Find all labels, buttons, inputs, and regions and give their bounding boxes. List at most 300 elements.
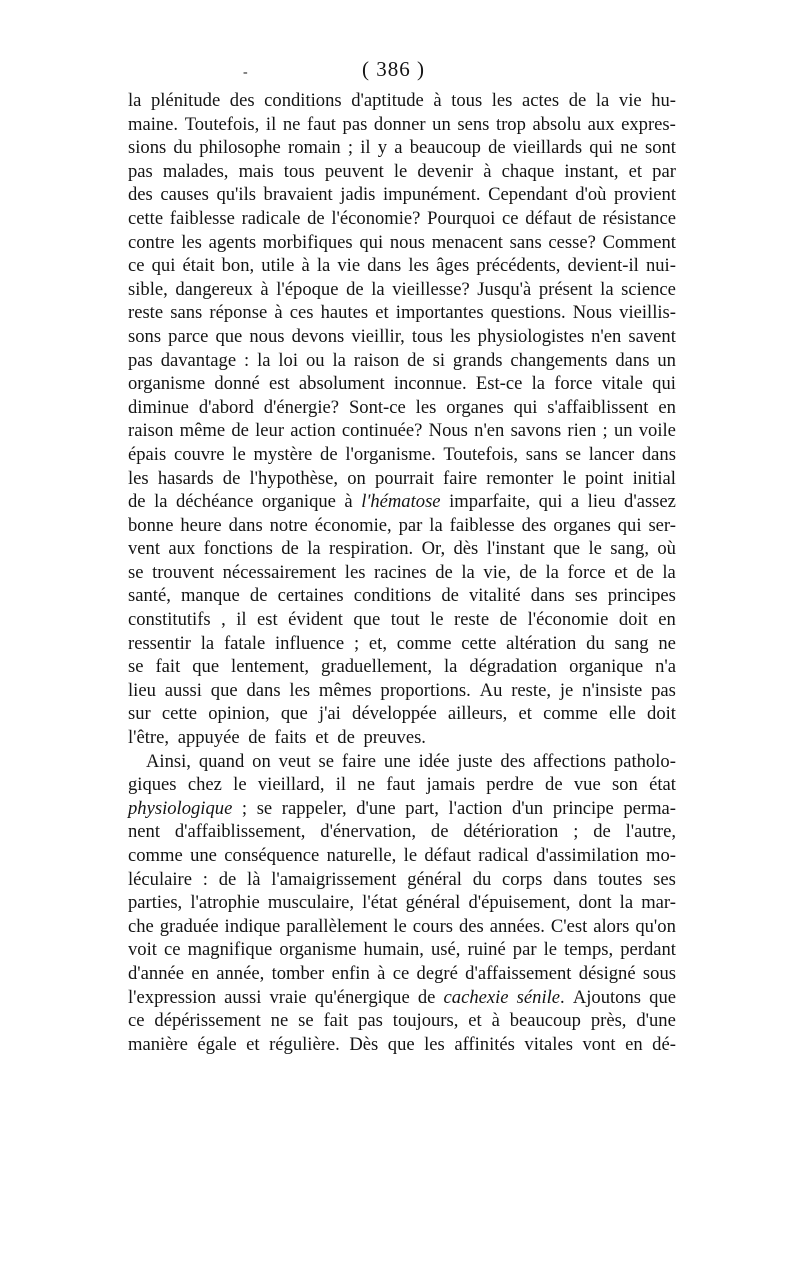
word: ressentir [128, 632, 191, 654]
word: nui- [645, 255, 676, 277]
word: où [657, 538, 676, 560]
word: contre [128, 231, 175, 253]
word: Cependant [488, 184, 568, 206]
text-line [128, 797, 676, 821]
word: Nous [572, 302, 613, 324]
word: romain [288, 137, 341, 159]
word: juste [457, 750, 493, 772]
word: dans [228, 514, 263, 536]
word: de [430, 821, 449, 843]
word: il [265, 113, 277, 135]
word: n'a [655, 656, 676, 678]
word: , [221, 609, 226, 631]
word: opinion, [208, 703, 270, 725]
text-line [128, 231, 676, 255]
word: se [298, 1010, 314, 1032]
word: chez [187, 774, 222, 796]
word: diminue [128, 396, 189, 418]
word: le [393, 915, 407, 937]
word: fait [323, 1010, 349, 1032]
word: Toutefois, [443, 443, 518, 465]
word: organique [569, 656, 644, 678]
text-line [128, 868, 676, 892]
word: comme [128, 845, 183, 866]
word: ; [602, 420, 608, 442]
text-line [128, 938, 676, 962]
word: la [531, 373, 545, 395]
word: n'insiste [582, 679, 643, 701]
word: che [128, 915, 154, 937]
word: de [337, 727, 355, 749]
word: de [488, 137, 506, 159]
word: régulière. [269, 1033, 340, 1055]
word: respiration. [329, 538, 414, 560]
word: dont [578, 892, 612, 914]
word: affinités [454, 1033, 515, 1055]
word: que [210, 679, 238, 701]
word: qui [359, 231, 384, 253]
word: notre [269, 514, 308, 536]
word: si [432, 349, 445, 371]
word: près, [590, 1010, 627, 1032]
word: graduellement, [320, 656, 432, 678]
word: nous [249, 325, 285, 347]
word: à [301, 255, 310, 277]
word: altération [506, 632, 577, 654]
word: et [628, 160, 643, 182]
word: résistance [602, 207, 676, 229]
word: principes [607, 585, 676, 607]
word: réponse [209, 302, 268, 324]
word: les [449, 325, 471, 347]
word: d'une [636, 1010, 676, 1032]
word: précédents, [476, 255, 561, 277]
word: dangereux [175, 278, 253, 300]
word: graduée [159, 915, 219, 937]
word: enfin [331, 962, 370, 984]
text-line [128, 726, 676, 750]
word: principe [552, 797, 614, 819]
word: chaque [501, 160, 555, 182]
word: Au [479, 679, 503, 701]
word: sang [614, 632, 649, 654]
word: ; [573, 821, 579, 843]
word: sans [509, 231, 542, 253]
header-mark: - [243, 65, 248, 80]
word: d'année [128, 962, 184, 984]
word: santé, [128, 585, 171, 607]
word: dès [453, 538, 479, 560]
word: la [429, 514, 443, 536]
word: raison [128, 420, 174, 442]
word: pas [128, 160, 153, 182]
word: la [371, 278, 385, 300]
word: de [441, 585, 459, 607]
word: dé- [652, 1033, 676, 1055]
word: organes [553, 514, 611, 536]
text-line [128, 891, 676, 915]
text-line [128, 608, 676, 632]
word: inconnue. [393, 373, 467, 395]
word: par [398, 514, 423, 536]
word: radical [478, 845, 529, 866]
word: de [499, 609, 518, 631]
word: un [432, 113, 451, 135]
word: état [649, 774, 676, 796]
word: d'où [575, 184, 607, 206]
word: reste, [511, 679, 551, 701]
text-line [128, 396, 676, 420]
word: point [585, 467, 624, 489]
word: les [491, 90, 513, 111]
word: proportions. [380, 679, 471, 701]
word: comme [396, 632, 452, 654]
word: conditions [353, 585, 432, 607]
word: général [407, 868, 462, 890]
word: sont [644, 137, 676, 159]
word: toujours, [392, 1010, 459, 1032]
word: les [344, 561, 366, 583]
word: beaucoup [409, 137, 481, 159]
word: la [307, 538, 321, 560]
word: désigné [578, 962, 636, 984]
word: et [246, 1033, 260, 1055]
word: ailleurs, [447, 703, 508, 725]
word: Comment [602, 231, 676, 253]
text-line [128, 207, 676, 231]
word: couvre [173, 443, 225, 465]
word: à [491, 1010, 500, 1032]
word: ; [241, 797, 248, 819]
word: ce [164, 939, 181, 961]
word: d'assimilation [536, 845, 639, 866]
page-number: ( 386 ) [362, 57, 425, 81]
word: que [553, 538, 581, 560]
word: cette [161, 703, 198, 725]
word: radicale [241, 207, 301, 229]
word: affections [533, 750, 607, 772]
word: savent [628, 325, 676, 347]
word: sons [128, 325, 162, 347]
word: en [191, 962, 209, 984]
word: nécessairement [222, 561, 337, 583]
word: dépérissement [154, 1010, 261, 1032]
word: la [154, 491, 168, 513]
word: développée [352, 703, 437, 725]
word: et [518, 703, 532, 725]
word: que [192, 656, 220, 678]
word: raison [353, 349, 400, 371]
word: d'un [511, 797, 544, 819]
word: absolu [532, 113, 582, 135]
word: action [290, 420, 336, 442]
word: année, [216, 962, 265, 984]
word: les [424, 1033, 445, 1055]
word: cours [412, 915, 454, 937]
word: une [190, 845, 217, 866]
word: sible, [128, 278, 168, 300]
word: voit [128, 939, 157, 961]
word: de [281, 538, 299, 560]
word: aux [587, 113, 615, 135]
word: à [483, 160, 492, 182]
word: qui [652, 373, 676, 395]
text-line [128, 514, 676, 538]
word: ne [658, 632, 676, 654]
word: perdant [620, 939, 676, 961]
word: hasards [157, 467, 214, 489]
word: de [636, 561, 654, 583]
word: est [269, 373, 290, 395]
word: en [625, 1033, 643, 1055]
text-line [128, 419, 676, 443]
word: tomber [271, 962, 325, 984]
word: vie [618, 90, 642, 111]
word: alors [593, 915, 630, 937]
word: pas [342, 113, 368, 135]
word: ; [347, 137, 354, 159]
text-line [128, 679, 676, 703]
word: défaut [525, 207, 572, 229]
word: donné [214, 373, 260, 395]
word: voile [638, 420, 676, 442]
word: s'affaiblissent [547, 396, 649, 418]
body-text [128, 89, 676, 1056]
word: force [554, 373, 593, 395]
word: sénile. [516, 986, 565, 1008]
word: philosophe [199, 137, 281, 159]
word: à [344, 491, 353, 513]
word: tous [451, 90, 483, 111]
word: causes [160, 184, 209, 206]
word: tout [390, 609, 420, 631]
word: n'en [474, 420, 505, 442]
word: et, [368, 632, 387, 654]
word: à [377, 962, 386, 984]
text-line [128, 773, 676, 797]
word: fait [155, 656, 181, 678]
word: trouvent [152, 561, 215, 583]
word: Or, [421, 538, 446, 560]
word: que [215, 325, 243, 347]
word: la [128, 90, 142, 111]
word: de [568, 90, 587, 111]
word: remonter [486, 467, 554, 489]
word: ce [128, 1010, 145, 1032]
text-line [128, 1009, 676, 1033]
word: cesse? [548, 231, 596, 253]
word: trop [495, 113, 526, 135]
word: qui [589, 137, 614, 159]
word: peuvent [324, 160, 384, 182]
word: jadis [340, 184, 376, 206]
word: bonne [128, 514, 174, 536]
word: faiblesse [449, 514, 515, 536]
word: vieillis- [619, 302, 676, 324]
word: on [252, 750, 271, 772]
word: de [249, 585, 268, 607]
word: elle [609, 703, 636, 725]
text-line [128, 89, 676, 113]
word: l'amaigrissement [271, 868, 397, 890]
word: se [128, 656, 144, 678]
word: donner [373, 113, 426, 135]
word: qu'ils [216, 184, 256, 206]
word: l'être, [128, 727, 170, 749]
word: sous [642, 962, 676, 984]
word: Sont-ce [348, 396, 406, 418]
word: vieillesse? [392, 278, 470, 300]
text-line [128, 254, 676, 278]
word: : [202, 868, 208, 890]
word: l'organisme. [345, 443, 436, 465]
word: force [567, 561, 606, 583]
word: ne [357, 774, 375, 796]
word: vie, [483, 561, 511, 583]
word: l'époque [276, 278, 339, 300]
text-line [128, 750, 676, 774]
word: la [600, 278, 614, 300]
word: menacent [431, 231, 503, 253]
word: pas [358, 1010, 383, 1032]
word: maine. [128, 113, 179, 135]
word: des [521, 514, 547, 536]
text-line [128, 278, 676, 302]
word: à [260, 278, 269, 300]
word: quand [198, 750, 245, 772]
word: à [274, 302, 283, 324]
word: se [256, 797, 273, 819]
word: pas [651, 679, 676, 701]
word: que [649, 986, 676, 1008]
text-line [128, 490, 676, 514]
word: vieillard, [257, 774, 325, 796]
word: mêmes [318, 679, 372, 701]
word: mo- [646, 845, 676, 866]
word: est [257, 609, 278, 631]
word: mais [238, 160, 274, 182]
word: certaines [277, 585, 344, 607]
word: d'abord [198, 396, 254, 418]
word: général [405, 892, 461, 914]
word: du [173, 137, 193, 159]
word: l'action [448, 797, 503, 819]
word: de [578, 207, 596, 229]
word: en [658, 396, 676, 418]
word: hu- [651, 90, 676, 111]
word: naturelle, [326, 845, 397, 866]
word: grands [452, 349, 503, 371]
word: part, [405, 797, 439, 819]
word: que [387, 1033, 415, 1055]
word: ne [282, 113, 301, 135]
word: imparfaite, [449, 491, 531, 513]
word: on [347, 467, 366, 489]
word: la [461, 561, 475, 583]
word: de [346, 278, 364, 300]
word: la [257, 349, 271, 371]
word: et [315, 727, 329, 749]
text-line [128, 820, 676, 844]
word: devient-il [567, 255, 639, 277]
text-line [128, 962, 676, 986]
word: sang, [610, 538, 649, 560]
word: un [613, 420, 633, 442]
word: nent [128, 821, 161, 843]
word: les [289, 679, 311, 701]
word: instant, [564, 160, 619, 182]
word: d'affaissement [465, 962, 572, 984]
word: initial [632, 467, 676, 489]
word: du [586, 632, 605, 654]
text-line [128, 443, 676, 467]
word: science [621, 278, 676, 300]
word: indique [224, 915, 281, 937]
word: ; [353, 632, 360, 654]
word: usé, [431, 939, 461, 961]
text-line [128, 301, 676, 325]
word: l'autre, [625, 821, 676, 843]
word: aussi [164, 679, 202, 701]
word: il [360, 137, 371, 159]
word: se [128, 561, 144, 583]
word: ce [392, 962, 410, 984]
word: détérioration [463, 821, 559, 843]
word: comme [543, 703, 598, 725]
word: sans [525, 443, 558, 465]
word: changements [510, 349, 608, 371]
word: aux [168, 538, 196, 560]
word: cachexie [443, 986, 509, 1008]
word: à [433, 90, 442, 111]
text-line [128, 844, 676, 868]
page-header [0, 57, 800, 87]
word: pas [128, 349, 153, 371]
word: influence [275, 632, 345, 654]
word: des [229, 90, 255, 111]
word: la [545, 561, 559, 583]
word: du [472, 868, 492, 890]
word: que [353, 609, 381, 631]
word: qui [538, 491, 563, 513]
word: l'atrophie [190, 892, 260, 914]
word: une [383, 750, 411, 772]
word: l'économie [527, 609, 609, 631]
word: toutes [597, 868, 643, 890]
word: et [468, 1010, 482, 1032]
word: évident [288, 609, 343, 631]
word: qui [617, 514, 642, 536]
text-line [128, 183, 676, 207]
word: organique [261, 491, 336, 513]
word: de [231, 420, 249, 442]
word: parce [168, 325, 209, 347]
text-line [128, 702, 676, 726]
word: bravaient [263, 184, 333, 206]
word: constitutifs [128, 609, 211, 631]
word: devenir [417, 160, 474, 182]
word: dans [530, 585, 565, 607]
word: qu'énergique [314, 986, 410, 1008]
word: malades, [162, 160, 229, 182]
word: doit [618, 609, 648, 631]
word: était [182, 255, 215, 277]
word: des [128, 184, 153, 206]
word: qui [513, 396, 538, 418]
word: Toutefois, [184, 113, 260, 135]
word: d'une [356, 797, 396, 819]
word: loi [278, 349, 299, 371]
